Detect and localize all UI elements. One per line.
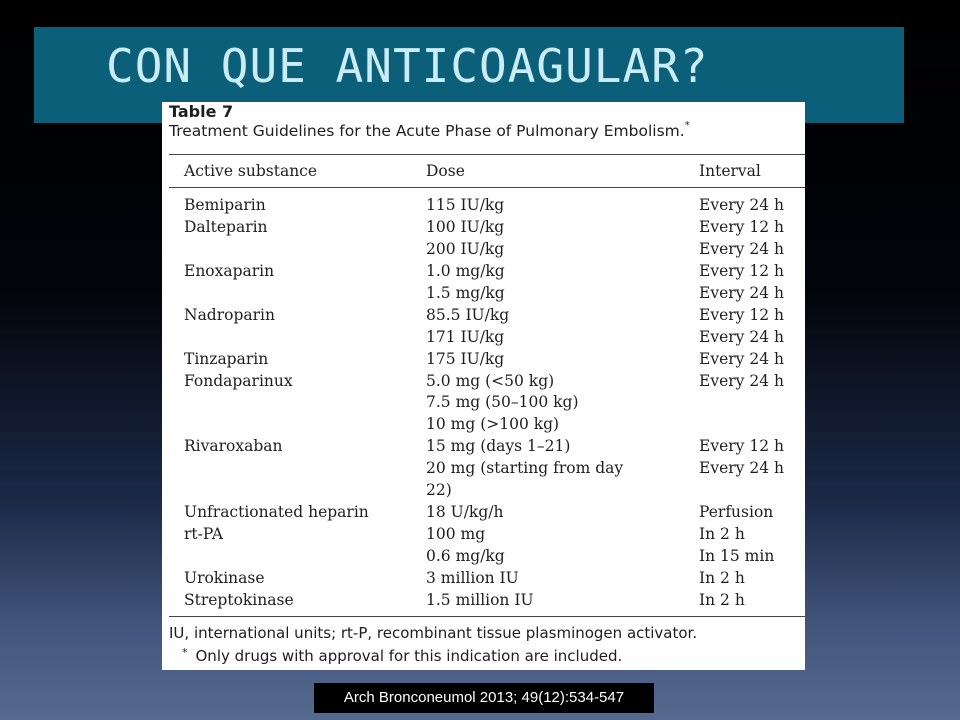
- table-caption-text: Treatment Guidelines for the Acute Phase of Pulmonary Embolism.: [169, 122, 685, 140]
- cell-dose: 15 mg (days 1–21): [426, 437, 571, 456]
- cell-dose: 10 mg (>100 kg): [426, 415, 560, 434]
- cell-substance: Rivaroxaban: [184, 437, 283, 456]
- cell-dose: 1.5 mg/kg: [426, 283, 505, 302]
- cell-substance: Nadroparin: [184, 305, 275, 324]
- cell-substance: Unfractionated heparin: [184, 503, 369, 522]
- cell-dose: 20 mg (starting from day: [426, 459, 624, 478]
- table-image: [162, 102, 805, 670]
- cell-interval: In 2 h: [699, 568, 745, 587]
- cell-interval: Every 24 h: [699, 459, 784, 478]
- table-row: [162, 392, 805, 414]
- cell-dose: 1.0 mg/kg: [426, 261, 505, 280]
- table-row: [162, 590, 805, 612]
- cell-dose: 115 IU/kg: [426, 196, 505, 214]
- table-caption: [169, 122, 690, 140]
- cell-substance: Tinzaparin: [184, 349, 269, 368]
- caption-footnote-mark: *: [684, 120, 690, 131]
- table-row: [162, 568, 805, 590]
- footnote-mark: *: [182, 646, 188, 659]
- cell-interval: Every 12 h: [699, 437, 784, 456]
- cell-interval: Every 24 h: [699, 239, 784, 258]
- cell-interval: Every 24 h: [699, 196, 784, 214]
- footnote-approval-text: Only drugs with approval for this indication are included.: [195, 647, 623, 665]
- cell-interval: Perfusion: [699, 503, 774, 522]
- table-row: [162, 239, 805, 261]
- table-bottom-rule: [169, 616, 805, 617]
- cell-interval: Every 24 h: [699, 327, 784, 346]
- cell-substance: Bemiparin: [184, 196, 266, 214]
- table-row: [162, 524, 805, 546]
- cell-interval: Every 24 h: [699, 283, 784, 302]
- table-row: [162, 217, 805, 239]
- header-substance: Active substance: [184, 162, 318, 180]
- cell-dose: 3 million IU: [426, 568, 519, 587]
- header-interval: Interval: [699, 162, 761, 180]
- cell-dose: 100 IU/kg: [426, 217, 505, 236]
- cell-interval: Every 24 h: [699, 371, 784, 390]
- cell-dose: 7.5 mg (50–100 kg): [426, 393, 579, 412]
- cell-interval: Every 12 h: [699, 261, 784, 280]
- cell-interval: Every 24 h: [699, 349, 784, 368]
- table-row: [162, 502, 805, 524]
- cell-substance: Dalteparin: [184, 217, 268, 236]
- slide-title: CON QUE ANTICOAGULAR?: [106, 39, 709, 93]
- cell-dose: 18 U/kg/h: [426, 503, 504, 522]
- table-row: [162, 283, 805, 305]
- cell-substance: Urokinase: [184, 568, 265, 587]
- footnote-approval: [182, 647, 622, 665]
- footnote-abbreviations: IU, international units; rt-P, recombinant tissue plasminogen activator.: [169, 624, 698, 642]
- cell-interval: In 2 h: [699, 590, 745, 609]
- cell-dose: 175 IU/kg: [426, 349, 505, 368]
- cell-interval: Every 12 h: [699, 217, 784, 236]
- cell-dose: 0.6 mg/kg: [426, 547, 505, 565]
- cell-substance: Enoxaparin: [184, 261, 275, 280]
- header-dose: Dose: [426, 162, 465, 180]
- cell-dose: 171 IU/kg: [426, 327, 505, 346]
- table-row: [162, 436, 805, 458]
- cell-interval: In 2 h: [699, 525, 745, 544]
- table-row: [162, 546, 805, 568]
- cell-substance: rt-PA: [184, 525, 224, 544]
- cell-dose: 100 mg: [426, 525, 486, 544]
- table-row: [162, 480, 805, 502]
- cell-dose: 5.0 mg (<50 kg): [426, 371, 555, 390]
- table-label: Table 7: [169, 102, 234, 121]
- table-row: [162, 458, 805, 480]
- cell-dose: 22): [426, 481, 452, 500]
- table-row: [162, 195, 805, 217]
- table-body: [162, 195, 805, 612]
- table-row: [162, 371, 805, 393]
- table-top-rule: [169, 154, 805, 155]
- table-row: [162, 261, 805, 283]
- cell-dose: 1.5 million IU: [426, 590, 534, 609]
- cell-dose: 200 IU/kg: [426, 239, 505, 258]
- table-row: [162, 305, 805, 327]
- table-row: [162, 327, 805, 349]
- citation-box: Arch Bronconeumol 2013; 49(12):534-547: [314, 683, 654, 713]
- cell-interval: In 15 min: [699, 547, 775, 565]
- table-row: [162, 414, 805, 436]
- cell-substance: Streptokinase: [184, 590, 294, 609]
- table-row: [162, 349, 805, 371]
- cell-dose: 85.5 IU/kg: [426, 305, 510, 324]
- cell-substance: Fondaparinux: [184, 371, 293, 390]
- cell-interval: Every 12 h: [699, 305, 784, 324]
- header-rule: [169, 187, 805, 188]
